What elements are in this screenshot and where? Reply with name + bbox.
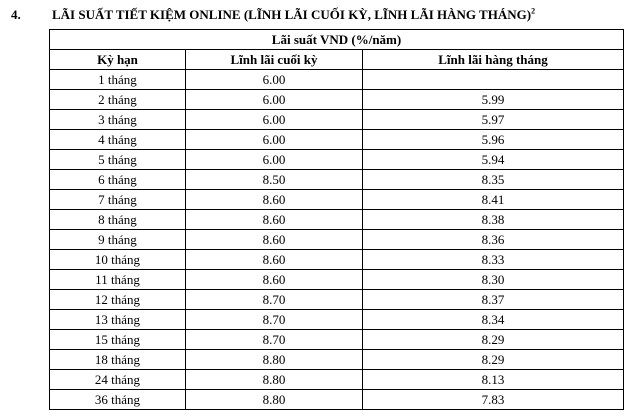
- term-cell: 9 tháng: [50, 230, 186, 250]
- term-cell: 2 tháng: [50, 90, 186, 110]
- term-cell: 12 tháng: [50, 290, 186, 310]
- monthly-rate-cell: [363, 70, 624, 90]
- end-of-term-rate-cell: 8.80: [186, 370, 363, 390]
- term-cell: 18 tháng: [50, 350, 186, 370]
- monthly-rate-cell: 5.94: [363, 150, 624, 170]
- table-body: [50, 70, 624, 410]
- term-cell: 7 tháng: [50, 190, 186, 210]
- interest-rate-table: [49, 29, 624, 410]
- term-cell: 13 tháng: [50, 310, 186, 330]
- table-row: [50, 350, 624, 370]
- term-cell: 15 tháng: [50, 330, 186, 350]
- term-cell: 10 tháng: [50, 250, 186, 270]
- end-of-term-rate-cell: 6.00: [186, 70, 363, 90]
- end-of-term-rate-cell: 8.50: [186, 170, 363, 190]
- term-cell: 1 tháng: [50, 70, 186, 90]
- table-row: [50, 230, 624, 250]
- table-row: [50, 270, 624, 290]
- term-cell: 8 tháng: [50, 210, 186, 230]
- end-of-term-rate-cell: 8.80: [186, 390, 363, 410]
- monthly-rate-cell: 8.41: [363, 190, 624, 210]
- term-cell: 24 tháng: [50, 370, 186, 390]
- column-header-end-of-term: Lĩnh lãi cuối kỳ: [186, 50, 363, 70]
- monthly-rate-cell: 5.96: [363, 130, 624, 150]
- monthly-rate-cell: 8.33: [363, 250, 624, 270]
- end-of-term-rate-cell: 6.00: [186, 130, 363, 150]
- table-row: [50, 390, 624, 410]
- table-row: [50, 330, 624, 350]
- monthly-rate-cell: 8.29: [363, 350, 624, 370]
- table-row: [50, 170, 624, 190]
- column-header-monthly: Lĩnh lãi hàng tháng: [363, 50, 624, 70]
- table-caption: Lãi suất VND (%/năm): [50, 30, 624, 50]
- term-cell: 11 tháng: [50, 270, 186, 290]
- table-row: [50, 110, 624, 130]
- table-row: [50, 90, 624, 110]
- term-cell: 6 tháng: [50, 170, 186, 190]
- table-row: [50, 310, 624, 330]
- table-row: [50, 370, 624, 390]
- footnote-marker: 2: [531, 6, 536, 16]
- end-of-term-rate-cell: 8.60: [186, 270, 363, 290]
- end-of-term-rate-cell: 8.60: [186, 210, 363, 230]
- section-title: LÃI SUẤT TIẾT KIỆM ONLINE (LĨNH LÃI CUỐI KỲ, LĨNH LÃI HÀNG THÁNG): [52, 7, 532, 22]
- end-of-term-rate-cell: 8.70: [186, 290, 363, 310]
- term-cell: 4 tháng: [50, 130, 186, 150]
- monthly-rate-cell: 8.36: [363, 230, 624, 250]
- table-row: [50, 190, 624, 210]
- monthly-rate-cell: 8.38: [363, 210, 624, 230]
- end-of-term-rate-cell: 6.00: [186, 90, 363, 110]
- end-of-term-rate-cell: 6.00: [186, 150, 363, 170]
- end-of-term-rate-cell: 8.70: [186, 310, 363, 330]
- table-caption-row: [50, 30, 624, 50]
- monthly-rate-cell: 8.34: [363, 310, 624, 330]
- monthly-rate-cell: 5.97: [363, 110, 624, 130]
- monthly-rate-cell: 5.99: [363, 90, 624, 110]
- term-cell: 5 tháng: [50, 150, 186, 170]
- end-of-term-rate-cell: 6.00: [186, 110, 363, 130]
- section-number: 4.: [11, 7, 21, 22]
- column-header-term: Kỳ hạn: [50, 50, 186, 70]
- end-of-term-rate-cell: 8.60: [186, 230, 363, 250]
- end-of-term-rate-cell: 8.60: [186, 250, 363, 270]
- term-cell: 3 tháng: [50, 110, 186, 130]
- table-row: [50, 250, 624, 270]
- table-row: [50, 150, 624, 170]
- section-heading: [11, 6, 535, 24]
- monthly-rate-cell: 8.37: [363, 290, 624, 310]
- table-row: [50, 290, 624, 310]
- term-cell: 36 tháng: [50, 390, 186, 410]
- end-of-term-rate-cell: 8.60: [186, 190, 363, 210]
- monthly-rate-cell: 8.13: [363, 370, 624, 390]
- end-of-term-rate-cell: 8.70: [186, 330, 363, 350]
- table-row: [50, 210, 624, 230]
- table-header-row: [50, 50, 624, 70]
- table-row: [50, 70, 624, 90]
- monthly-rate-cell: 8.29: [363, 330, 624, 350]
- table-row: [50, 130, 624, 150]
- monthly-rate-cell: 8.35: [363, 170, 624, 190]
- monthly-rate-cell: 7.83: [363, 390, 624, 410]
- monthly-rate-cell: 8.30: [363, 270, 624, 290]
- end-of-term-rate-cell: 8.80: [186, 350, 363, 370]
